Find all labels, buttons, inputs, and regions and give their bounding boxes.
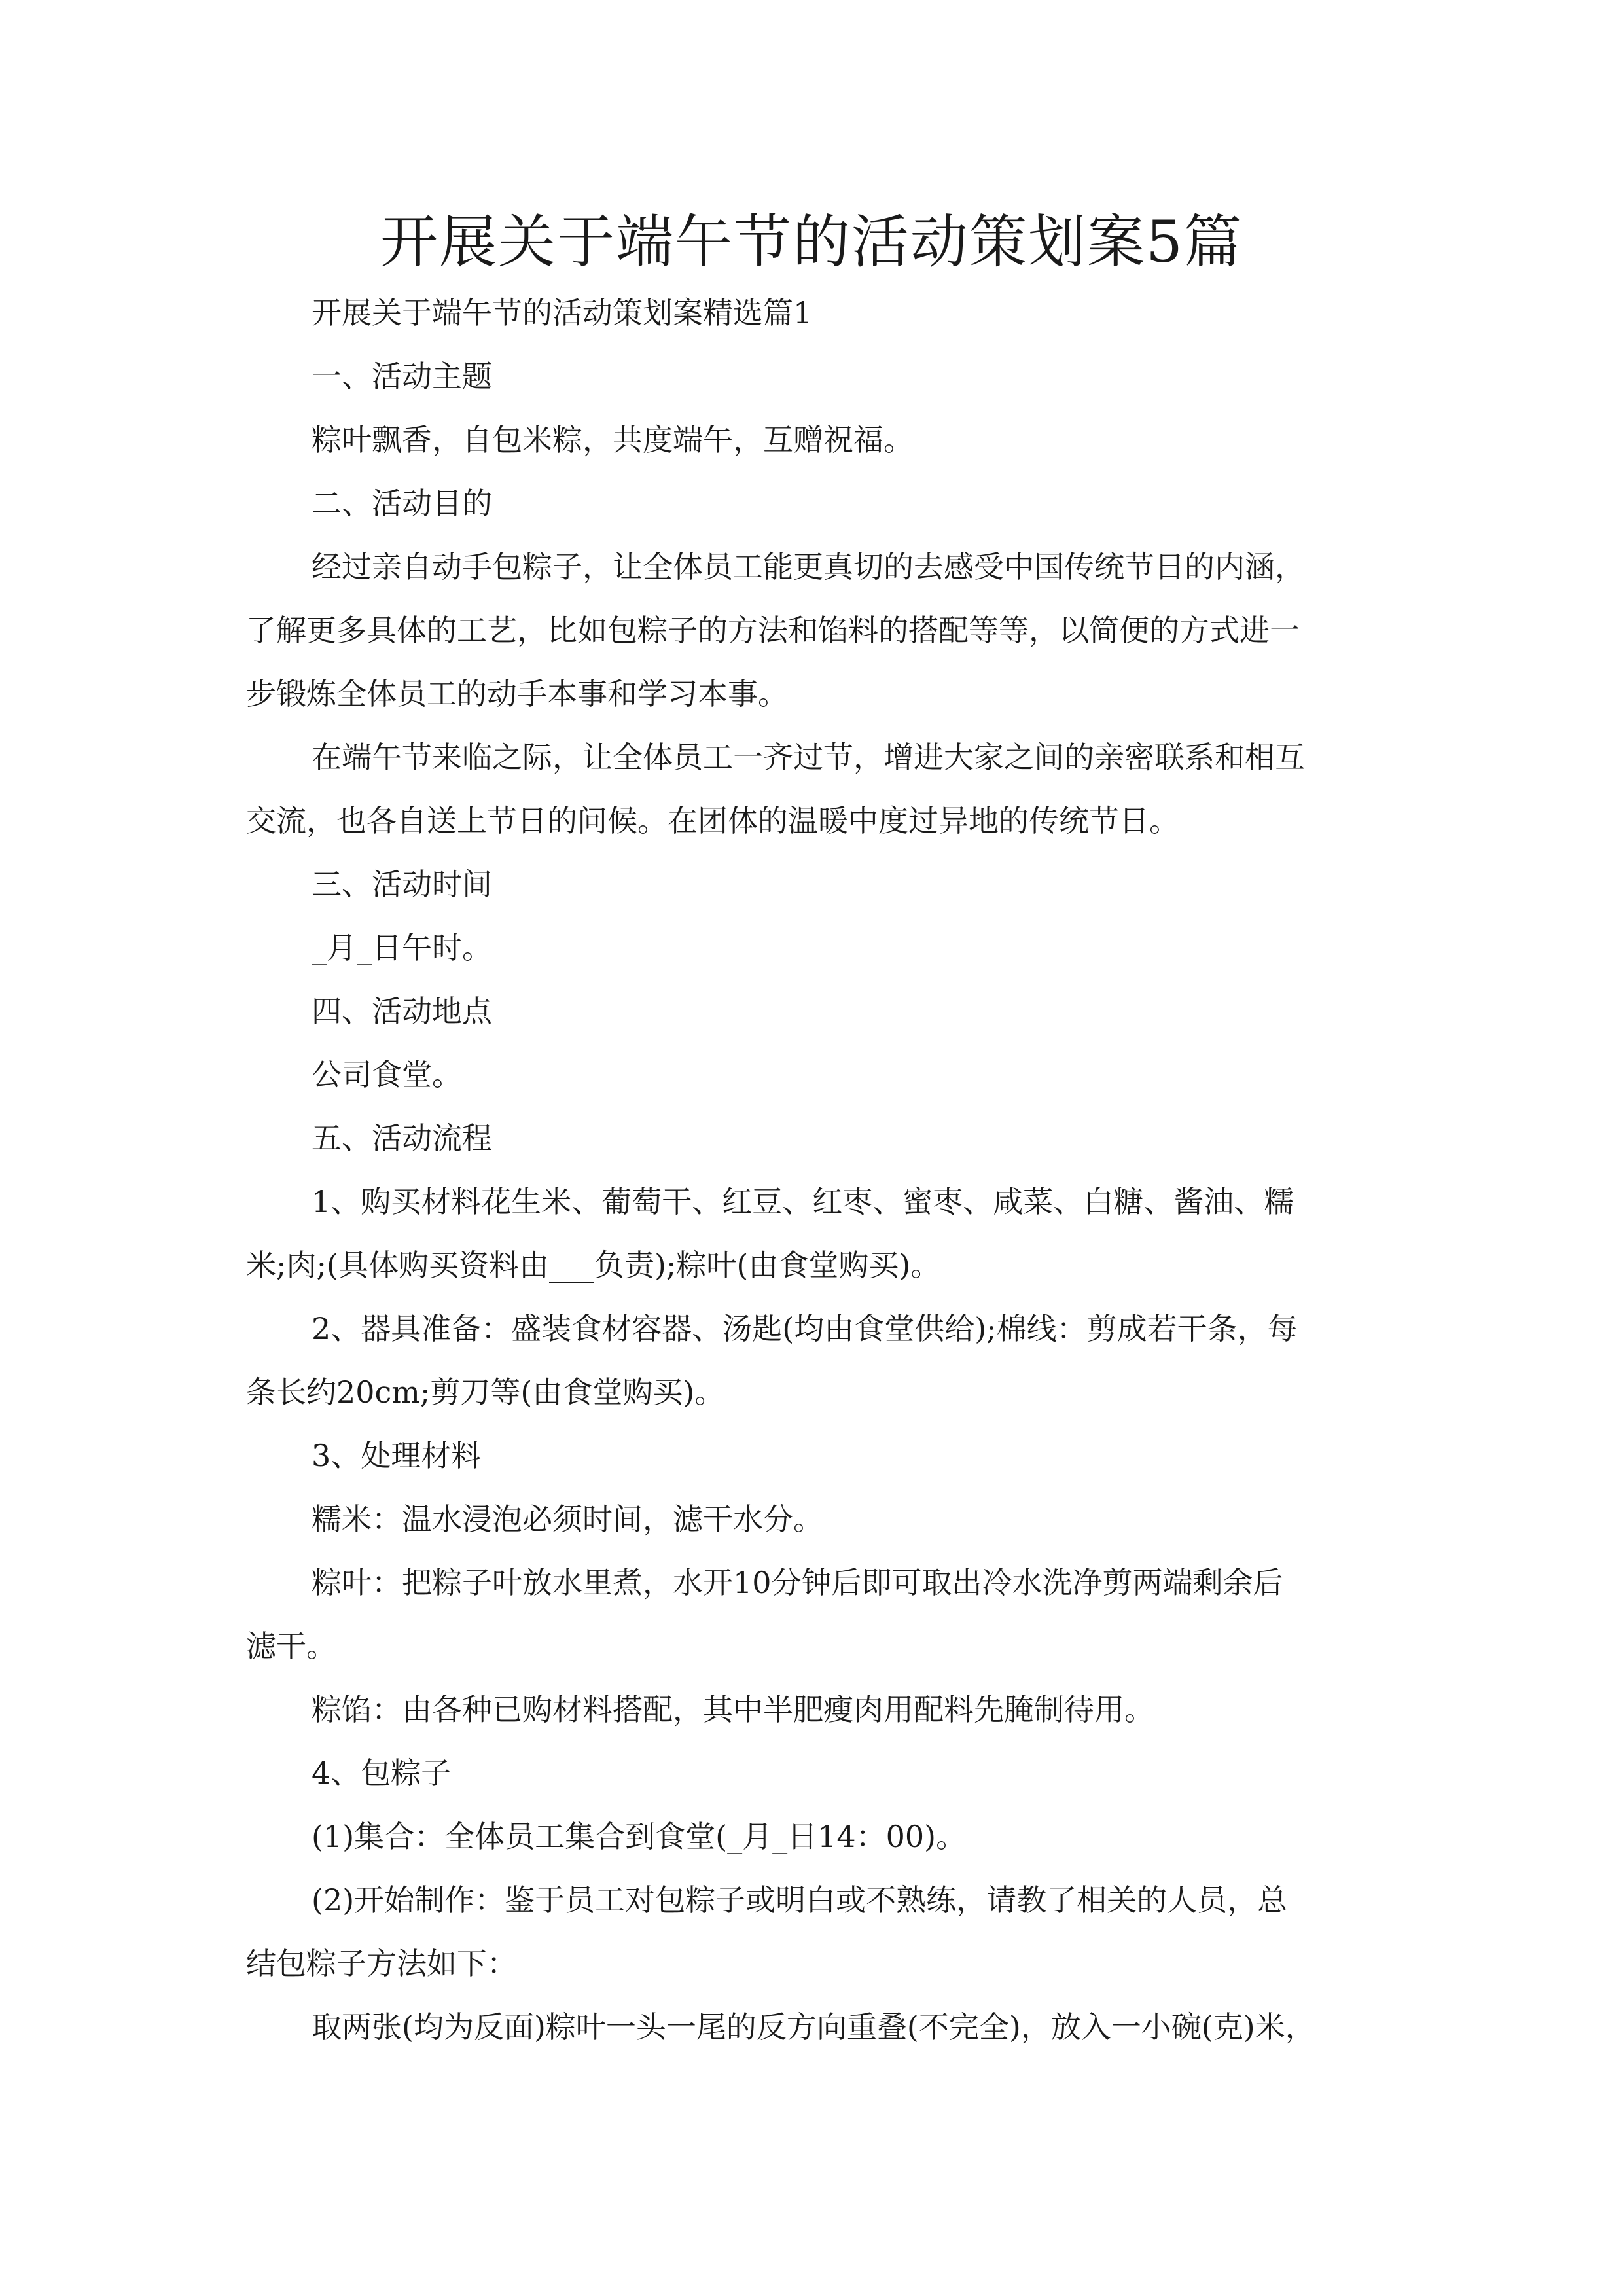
paragraph-line: (1)集合：全体员工集合到食堂(_月_日14：00)。 [312,1819,967,1854]
paragraph-line: 公司食堂。 [312,1057,462,1092]
paragraph-line: 2、器具准备：盛装食材容器、汤匙(均由食堂供给);棉线：剪成若干条，每 [312,1311,1298,1346]
paragraph-line: 糯米：温水浸泡必须时间，滤干水分。 [312,1501,823,1537]
paragraph [246,853,1381,916]
paragraph-line: 在端午节来临之际，让全体员工一齐过节，增进大家之间的亲密联系和相互 [312,740,1305,775]
paragraph [246,1551,1381,1678]
paragraph-line: 交流，也各自送上节日的问候。在团体的温暖中度过异地的传统节日。 [246,803,1179,838]
paragraph-line: 米;肉;(具体购买资料由___负责);粽叶(由食堂购买)。 [246,1247,941,1283]
paragraph-line: 3、处理材料 [312,1438,482,1473]
paragraph-line: 五、活动流程 [312,1121,492,1156]
paragraph-line: 三、活动时间 [312,867,492,902]
paragraph [246,1043,1381,1107]
paragraph-line: 粽叶：把粽子叶放水里煮，水开10分钟后即可取出冷水洗净剪两端剩余后 [312,1565,1283,1600]
paragraph [246,1869,1381,1996]
paragraph-line: _月_日午时。 [312,930,492,965]
paragraph-line: 1、购买材料花生米、葡萄干、红豆、红枣、蜜枣、咸菜、白糖、酱油、糯 [312,1184,1294,1219]
paragraph-line: 经过亲自动手包粽子，让全体员工能更真切的去感受中国传统节日的内涵， [312,549,1305,584]
paragraph-line: 四、活动地点 [312,994,492,1029]
paragraph-line: 二、活动目的 [312,486,492,521]
paragraph-line: 一、活动主题 [312,359,492,394]
paragraph-line: 步锻炼全体员工的动手本事和学习本事。 [246,676,788,711]
paragraph [246,1678,1381,1742]
paragraph-line: 滤干。 [246,1628,336,1664]
paragraph [246,408,1381,472]
paragraph [246,1170,1381,1297]
paragraph [246,1742,1381,1805]
paragraph [246,980,1381,1043]
paragraph [246,535,1381,726]
paragraph [246,1297,1381,1424]
paragraph-line: 了解更多具体的工艺，比如包粽子的方法和馅料的搭配等等，以简便的方式进一 [246,613,1300,648]
paragraph [246,472,1381,535]
paragraph-line: 取两张(均为反面)粽叶一头一尾的反方向重叠(不完全)，放入一小碗(克)米， [312,2009,1315,2045]
paragraph [246,281,1381,345]
paragraph-line: 开展关于端午节的活动策划案精选篇1 [312,295,813,331]
paragraph-line: 粽叶飘香，自包米粽，共度端午，互赠祝福。 [312,422,914,457]
paragraph-line: 结包粽子方法如下： [246,1946,517,1981]
paragraph [246,1488,1381,1551]
paragraph [246,345,1381,408]
paragraph [246,726,1381,853]
paragraph-line: (2)开始制作：鉴于员工对包粽子或明白或不熟练，请教了相关的人员，总 [312,1882,1288,1918]
document-body [246,281,1381,2059]
document-title: 开展关于端午节的活动策划案5篇 [380,208,1243,276]
paragraph [246,1107,1381,1170]
paragraph [246,1805,1381,1869]
paragraph-line: 粽馅：由各种已购材料搭配，其中半肥瘦肉用配料先腌制待用。 [312,1692,1154,1727]
paragraph-line: 4、包粽子 [312,1755,452,1791]
paragraph-line: 条长约20cm;剪刀等(由食堂购买)。 [246,1374,725,1410]
paragraph [246,1424,1381,1488]
paragraph [246,1996,1381,2059]
paragraph [246,916,1381,980]
